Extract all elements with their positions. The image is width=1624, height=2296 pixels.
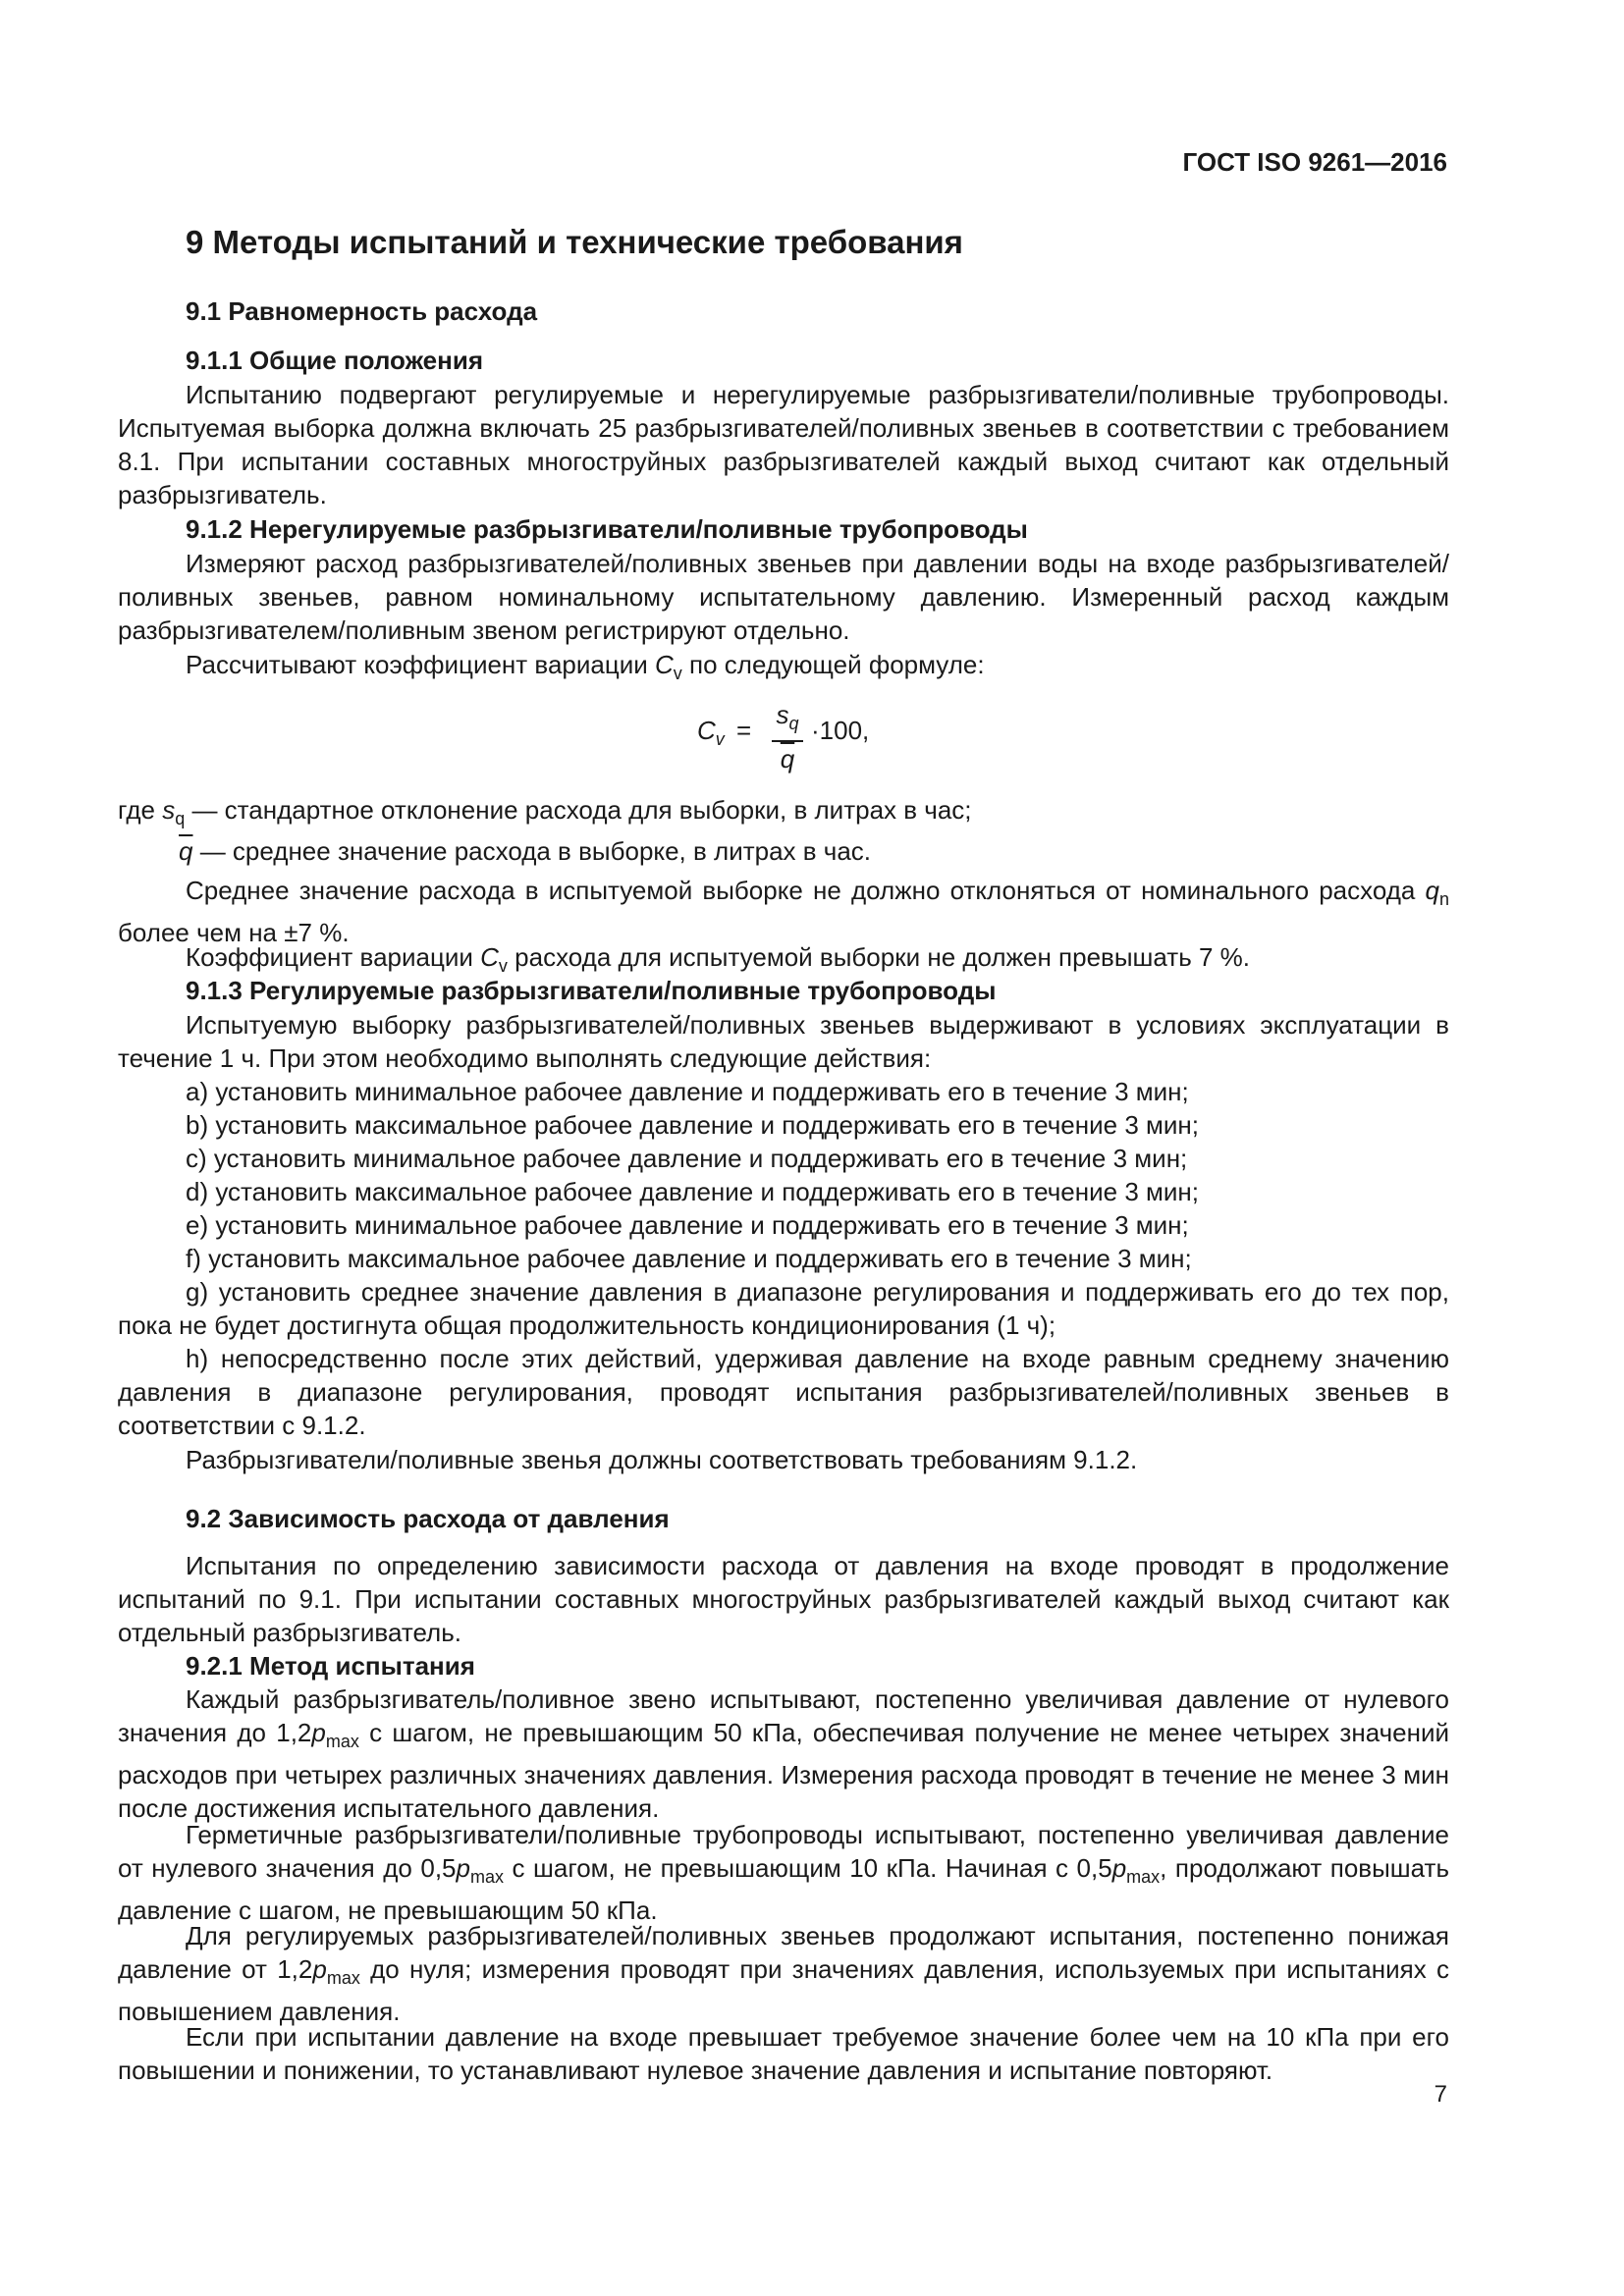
cv-formula: $C_v$ = $\frac{s_q}{q}$ ·100, bbox=[697, 700, 870, 774]
page-number: 7 bbox=[1434, 2081, 1447, 2108]
subsection-title-9-2-1: 9.2.1 Метод испытания bbox=[186, 1651, 475, 1681]
cv-limit-paragraph: Коэффициент вариации $C_v$ расхода для испытуемой выборки не должен превышать 7 %. bbox=[186, 942, 1250, 977]
list-item: e) установить минимальное рабочее давление и поддерживать его в течение 3 мин; bbox=[186, 1210, 1189, 1240]
paragraph-9-1-3: Испытуемую выборку разбрызгивателей/поливных звеньев выдерживают в условиях эксплуатации в течение 1 ч. При этом необходимо выполнять следующие действия: bbox=[118, 1010, 1449, 1073]
subsection-title-9-2: 9.2 Зависимость расхода от давления bbox=[186, 1504, 670, 1533]
calc-intro: Рассчитывают коэффициент вариации $C_v$ по следующей формуле: bbox=[186, 650, 985, 684]
document-code: ГОСТ ISO 9261—2016 bbox=[1182, 147, 1447, 177]
page-body-2 bbox=[118, 0, 1449, 2296]
list-item: h) непосредственно после этих действий, удерживая давление на входе равным среднему значению давления в диапазоне регулирования, проводят испытания разбрызгивателей/поливных звеньев в соответствии с 9.1.2. bbox=[118, 1344, 1449, 1440]
paragraph-9-1-1: Испытанию подвергают регулируемые и нерегулируемые разбрызгиватели/поливные трубопроводы. Испытуемая выборка должна включать 25 разбрызгивателей/поливных звеньев в соответствии с требованием 8.1. При испытании составных многоструйных разбрызгивателей каждый выход считают как отдельный разбрызгиватель. bbox=[118, 380, 1449, 509]
where-line-2: $\overline{q}$ — среднее значение расхода в выборке, в литрах в час. bbox=[179, 836, 872, 866]
subsection-title-9-1-3: 9.1.3 Регулируемые разбрызгиватели/поливные трубопроводы bbox=[186, 976, 997, 1005]
method-paragraph-2: Герметичные разбрызгиватели/поливные трубопроводы испытывают, постепенно увеличивая давление от нулевого значения до $0,5p_{max}$ с шагом, не превышающим 10 кПа. Начиная с $0,5p_{max}$, продолжают повышать давление с шагом, не превышающим 50 кПа. bbox=[118, 1820, 1449, 1926]
where-line-1: где $s_q$ — стандартное отклонение расхода для выборки, в литрах в час; bbox=[118, 795, 972, 829]
subsection-title-9-1: 9.1 Равномерность расхода bbox=[186, 296, 538, 326]
list-item: d) установить максимальное рабочее давление и поддерживать его в течение 3 мин; bbox=[186, 1177, 1199, 1206]
paragraph-9-1-3-end: Разбрызгиватели/поливные звенья должны соответствовать требованиям 9.1.2. bbox=[186, 1445, 1138, 1474]
list-item: c) установить минимальное рабочее давление и поддерживать его в течение 3 мин; bbox=[186, 1144, 1188, 1173]
method-paragraph-1: Каждый разбрызгиватель/поливное звено испытывают, постепенно увеличивая давление от нулевого значения до $1,2p_{max}$ с шагом, не превышающим 50 кПа, обеспечивая получение не менее четырех значений расходов при четырех различных значениях давления. Измерения расхода проводят в течение не менее 3 мин после достижения испытательного давления. bbox=[118, 1684, 1449, 1824]
method-paragraph-3: Для регулируемых разбрызгивателей/поливных звеньев продолжают испытания, постепенно понижая давление от $1,2p_{max}$ до нуля; измерения проводят при значениях давления, используемых при испытаниях с повышением давления. bbox=[118, 1921, 1449, 2027]
list-item: f) установить максимальное рабочее давление и поддерживать его в течение 3 мин; bbox=[186, 1244, 1192, 1273]
method-paragraph-4: Если при испытании давление на входе превышает требуемое значение более чем на 10 кПа при его повышении и понижении, то устанавливают нулевое значение давления и испытание повторяют. bbox=[118, 2022, 1449, 2085]
section-title: 9 Методы испытаний и технические требования bbox=[186, 224, 963, 260]
list-item: a) установить минимальное рабочее давление и поддерживать его в течение 3 мин; bbox=[186, 1077, 1189, 1106]
list-item: g) установить среднее значение давления в диапазоне регулирования и поддерживать его до тех пор, пока не будет достигнута общая продолжительность кондиционирования (1 ч); bbox=[118, 1277, 1449, 1340]
subsection-title-9-1-1: 9.1.1 Общие положения bbox=[186, 346, 483, 375]
paragraph-9-1-2: Измеряют расход разбрызгивателей/поливных звеньев при давлении воды на входе разбрызгивателей/поливных звеньев, равном номинальному испытательному давлению. Измеренный расход каждым разбрызгивателем/поливным звеном регистрируют отдельно. bbox=[118, 549, 1449, 645]
mean-deviation-paragraph: Среднее значение расхода в испытуемой выборке не должно отклоняться от номинального расхода $q_n$ более чем на ±7 %. bbox=[118, 876, 1449, 948]
subsection-title-9-1-2: 9.1.2 Нерегулируемые разбрызгиватели/поливные трубопроводы bbox=[186, 514, 1028, 544]
list-item: b) установить максимальное рабочее давление и поддерживать его в течение 3 мин; bbox=[186, 1110, 1199, 1140]
paragraph-9-2: Испытания по определению зависимости расхода от давления на входе проводят в продолжение испытаний по 9.1. При испытании составных многоструйных разбрызгивателей каждый выход считают как отдельный разбрызгиватель. bbox=[118, 1551, 1449, 1647]
